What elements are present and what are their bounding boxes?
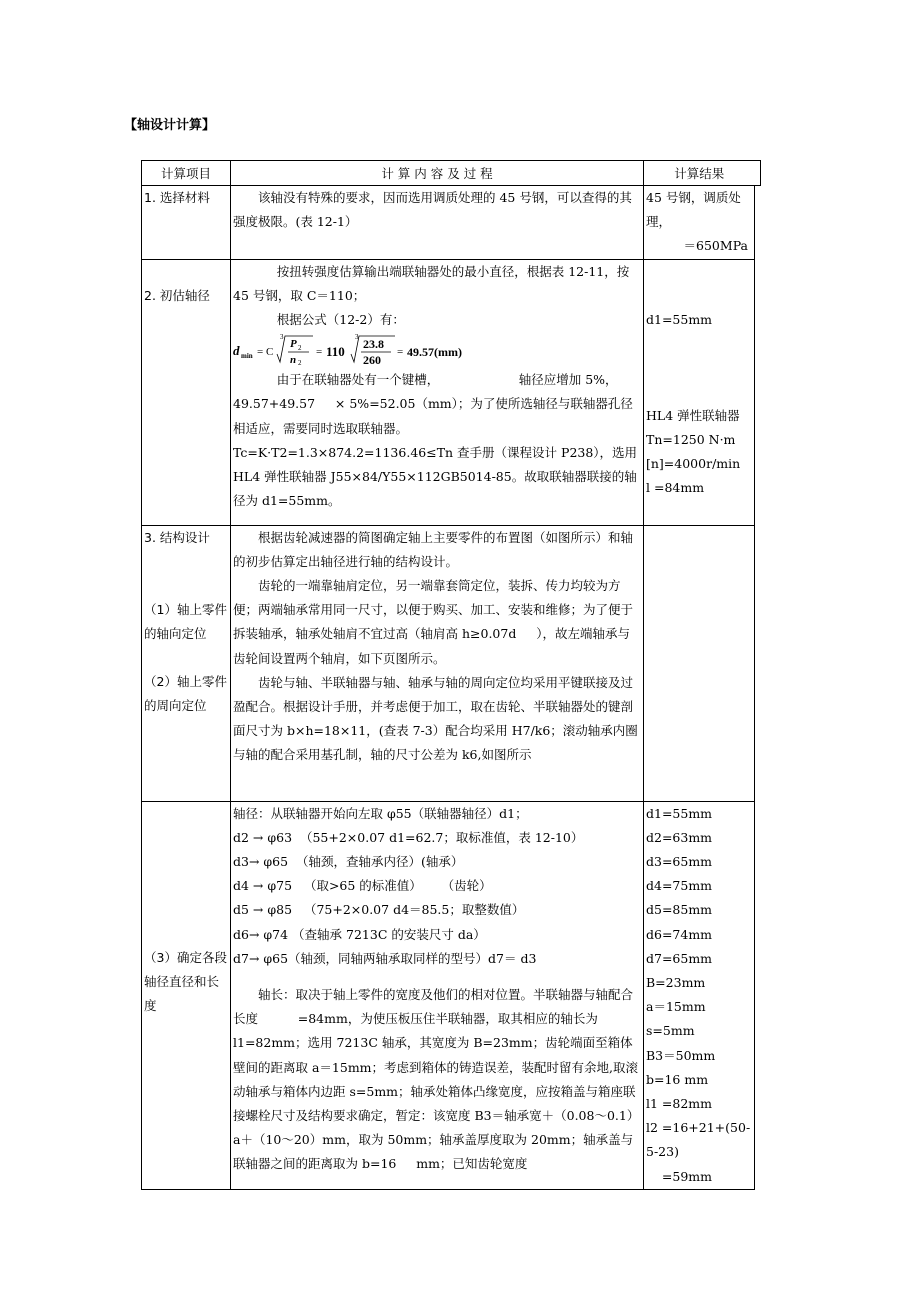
result-line: d1=55mm — [646, 805, 713, 821]
page-title: 【轴设计计算】 — [124, 118, 216, 133]
item-label: 3. 结构设计 — [144, 529, 210, 545]
result-line: b=16 mm — [646, 1071, 709, 1087]
content-text: 根据齿轮减速器的简图确定轴上主要零件的布置图（如图所示）和轴的初步估算定出轴径进行轴的结构设计。 — [233, 529, 634, 569]
result-line: d2=63mm — [646, 829, 713, 845]
result-line: d5=85mm — [646, 902, 713, 918]
result-cell — [644, 525, 755, 801]
result-line: s=5mm — [646, 1023, 695, 1039]
svg-text:49.57(mm): 49.57(mm) — [407, 345, 462, 360]
result-line: l2 =16+21+(50-5-23) — [646, 1120, 751, 1160]
svg-text:260: 260 — [363, 353, 381, 368]
svg-text:2: 2 — [298, 344, 302, 353]
result-cell — [644, 259, 755, 525]
table-header-row — [142, 161, 755, 186]
result-line: B=23mm — [646, 975, 706, 991]
content-line: d4 → φ75 （取>65 的标准值） （齿轮） — [233, 878, 492, 894]
result-line: 45 号钢，调质处理， — [646, 190, 741, 230]
result-line: d7=65mm — [646, 950, 713, 966]
item-cell — [142, 525, 231, 801]
item-label: 2. 初估轴径 — [144, 287, 210, 303]
content-text: 按扭转强度估算输出端联轴器处的最小直径，根据表 12-11，按 45 号钢，取 C＝110； — [233, 263, 634, 303]
table-row — [142, 801, 755, 1189]
item-label: （2）轴上零件的周向定位 — [144, 674, 227, 714]
result-line: [n]=4000r/min — [646, 456, 741, 472]
content-cell — [231, 259, 644, 525]
content-line: d7→ φ65（轴颈，同轴两轴承取同样的型号）d7＝ d3 — [233, 950, 537, 966]
result-line: =59mm — [646, 1168, 712, 1184]
header-result: 计算结果 — [644, 161, 755, 186]
content-text: 轴长：取决于轴上零件的宽度及他们的相对位置。半联轴器与轴配合长度 =84mm，为使压板压住半联轴器，取其相应的轴长为 l1=82mm；选用 7213C 轴承，其宽度为 B=23mm；齿轮端面至箱体壁间的距离取 a＝15mm；考虑到箱体的铸造误差，装配时留有余地,取滚动轴承与箱体内边距 s=5mm；轴承处箱体凸缘宽度，应按箱盖与箱座联接螺栓尺寸及结构要求确定，暂定：该宽度 B3＝轴承宽＋（0.08～0.1）a＋（10～20）mm，取为 50mm；轴承盖厚度取为 20mm；轴承盖与联轴器之间的距离取为 b=16 mm；已知齿轮宽度 — [233, 987, 640, 1172]
item-cell — [142, 801, 231, 1189]
result-line: a＝15mm — [646, 999, 706, 1015]
formula — [233, 332, 641, 368]
table-row — [142, 186, 755, 260]
item-cell: 1. 选择材料 — [142, 186, 231, 260]
result-cell — [644, 186, 755, 260]
result-line: d3=65mm — [646, 854, 713, 870]
item-cell — [142, 259, 231, 525]
result-line: ＝650MPa — [683, 238, 748, 254]
result-line: Tn=1250 N·m — [646, 432, 736, 448]
content-text: 根据公式（12-2）有： — [276, 312, 405, 328]
result-cell — [644, 801, 755, 1189]
content-cell — [231, 801, 644, 1189]
svg-text:110: 110 — [326, 344, 345, 360]
result-line: l =84mm — [646, 480, 705, 496]
svg-text:= C: = C — [257, 346, 274, 359]
table-row — [142, 525, 755, 801]
content-text: 由于在联轴器处有一个键槽， 轴径应增加 5%，49.57+49.57 × 5%=52.05（mm）；为了使所选轴径与联轴器孔径相适应，需要同时选取联轴器。 — [233, 372, 633, 436]
content-line: d3→ φ65 （轴颈，查轴承内径）(轴承） — [233, 854, 464, 870]
content-text: Tc=K·T2=1.3×874.2=1136.46≤Tn 查手册（课程设计 P238），选用 HL4 弹性联轴器 J55×84/Y55×112GB5014-85。故取联轴器联接的轴径为 d1=55mm。 — [233, 444, 642, 509]
result-line: HL4 弹性联轴器 — [646, 407, 740, 423]
svg-text:=: = — [397, 346, 404, 359]
content-line: d5 → φ85 （75+2×0.07 d4＝85.5；取整数值） — [233, 902, 525, 918]
content-text: 该轴没有特殊的要求，因而选用调质处理的 45 号钢，可以查得的其强度极限。(表 12-1） — [233, 190, 632, 230]
result-line: d1=55mm — [646, 311, 713, 327]
header-item: 计算项目 — [142, 161, 231, 186]
item-label: （3）确定各段轴径直径和长度 — [144, 949, 227, 1014]
svg-text:min: min — [241, 352, 253, 361]
table-row — [142, 259, 755, 525]
content-line: 轴径：从联轴器开始向左取 φ55（联轴器轴径）d1； — [233, 805, 528, 821]
svg-text:P: P — [290, 338, 297, 351]
content-line: d2 → φ63 （55+2×0.07 d1=62.7；取标准值，表 12-10） — [233, 829, 584, 845]
formula-graphic — [233, 332, 473, 368]
result-line: d4=75mm — [646, 878, 713, 894]
result-line: B3＝50mm — [646, 1047, 716, 1063]
header-content: 计 算 内 容 及 过 程 — [231, 161, 644, 186]
svg-text:3: 3 — [280, 333, 284, 342]
content-text: 齿轮与轴、半联轴器与轴、轴承与轴的周向定位均采用平键联接及过盈配合。根据设计手册，并考虑便于加工，取在齿轮、半联轴器处的键剖面尺寸为 b×h=18×11，(查表 7-3）配合均采用 H7/k6；滚动轴承内圈与轴的配合采用基孔制，轴的尺寸公差为 k6,如图所示 — [233, 674, 638, 763]
item-label: （1）轴上零件的轴向定位 — [144, 601, 227, 642]
result-line: d6=74mm — [646, 926, 713, 942]
svg-text:3: 3 — [355, 333, 359, 342]
svg-text:23.8: 23.8 — [363, 337, 384, 352]
svg-text:n: n — [290, 354, 297, 367]
content-line: d6→ φ74 （查轴承 7213C 的安装尺寸 da） — [233, 926, 486, 942]
result-line: l1 =82mm — [646, 1096, 713, 1112]
svg-text:=: = — [316, 346, 323, 359]
svg-text:2: 2 — [298, 359, 302, 368]
content-cell — [231, 525, 644, 801]
calculation-table — [141, 160, 755, 1190]
content-cell — [231, 186, 644, 260]
svg-text:d: d — [233, 343, 240, 359]
content-text: 齿轮的一端靠轴肩定位，另一端靠套筒定位，装拆、传力均较为方便；两端轴承常用同一尺寸，以便于购买、加工、安装和维修；为了便于拆装轴承，轴承处轴肩不宜过高（轴肩高 h≥0.07d ），故左端轴承与齿轮间设置两个轴肩，如下页图所示。 — [233, 578, 634, 666]
